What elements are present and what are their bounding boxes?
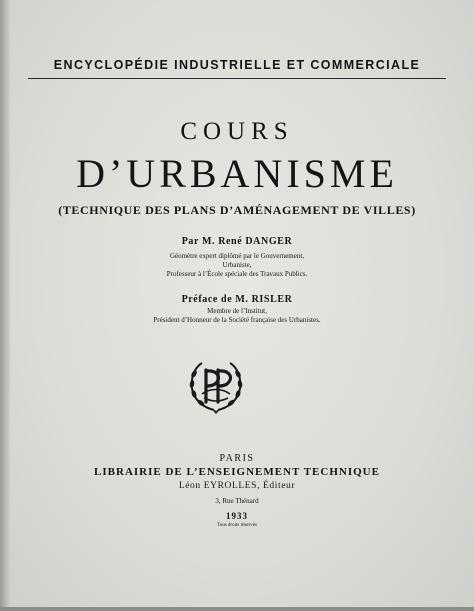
book-title-line1: COURS [180,118,294,145]
preface-byline: Préface de M. RISLER [181,294,293,305]
book-title-line2: D’URBANISME [76,151,398,196]
page-bottom-edge [0,607,474,611]
book-subtitle: (TECHNIQUE DES PLANS D’AMÉNAGEMENT DE VILLES) [58,203,416,217]
author-affiliation: Professeur à l’École spéciale des Travaux Publics. [166,270,308,278]
preface-affiliation: Membre de l’Institut, [207,307,267,315]
imprint-rights: Tous droits réservés [217,523,257,528]
imprint-city: PARIS [219,453,255,464]
imprint-publisher: LIBRAIRIE DE L’ENSEIGNEMENT TECHNIQUE [94,466,380,478]
imprint-editor: Léon EYROLLES, Éditeur [178,481,296,491]
author-affiliation: Géomètre expert diplômé par le Gouvernement, [169,252,305,260]
series-title: ENCYCLOPÉDIE INDUSTRIELLE ET COMMERCIALE [53,58,421,72]
author-affiliation: Urbaniste, [222,261,252,269]
publisher-monogram-wreath-icon [184,358,248,416]
header-rule [28,78,446,79]
imprint-address: 3, Rue Thénard [215,497,259,505]
imprint-year: 1933 [226,511,248,521]
author-byline: Par M. René DANGER [181,236,293,247]
preface-affiliation: Président d’Honneur de la Société française des Urbanistes. [153,316,321,324]
